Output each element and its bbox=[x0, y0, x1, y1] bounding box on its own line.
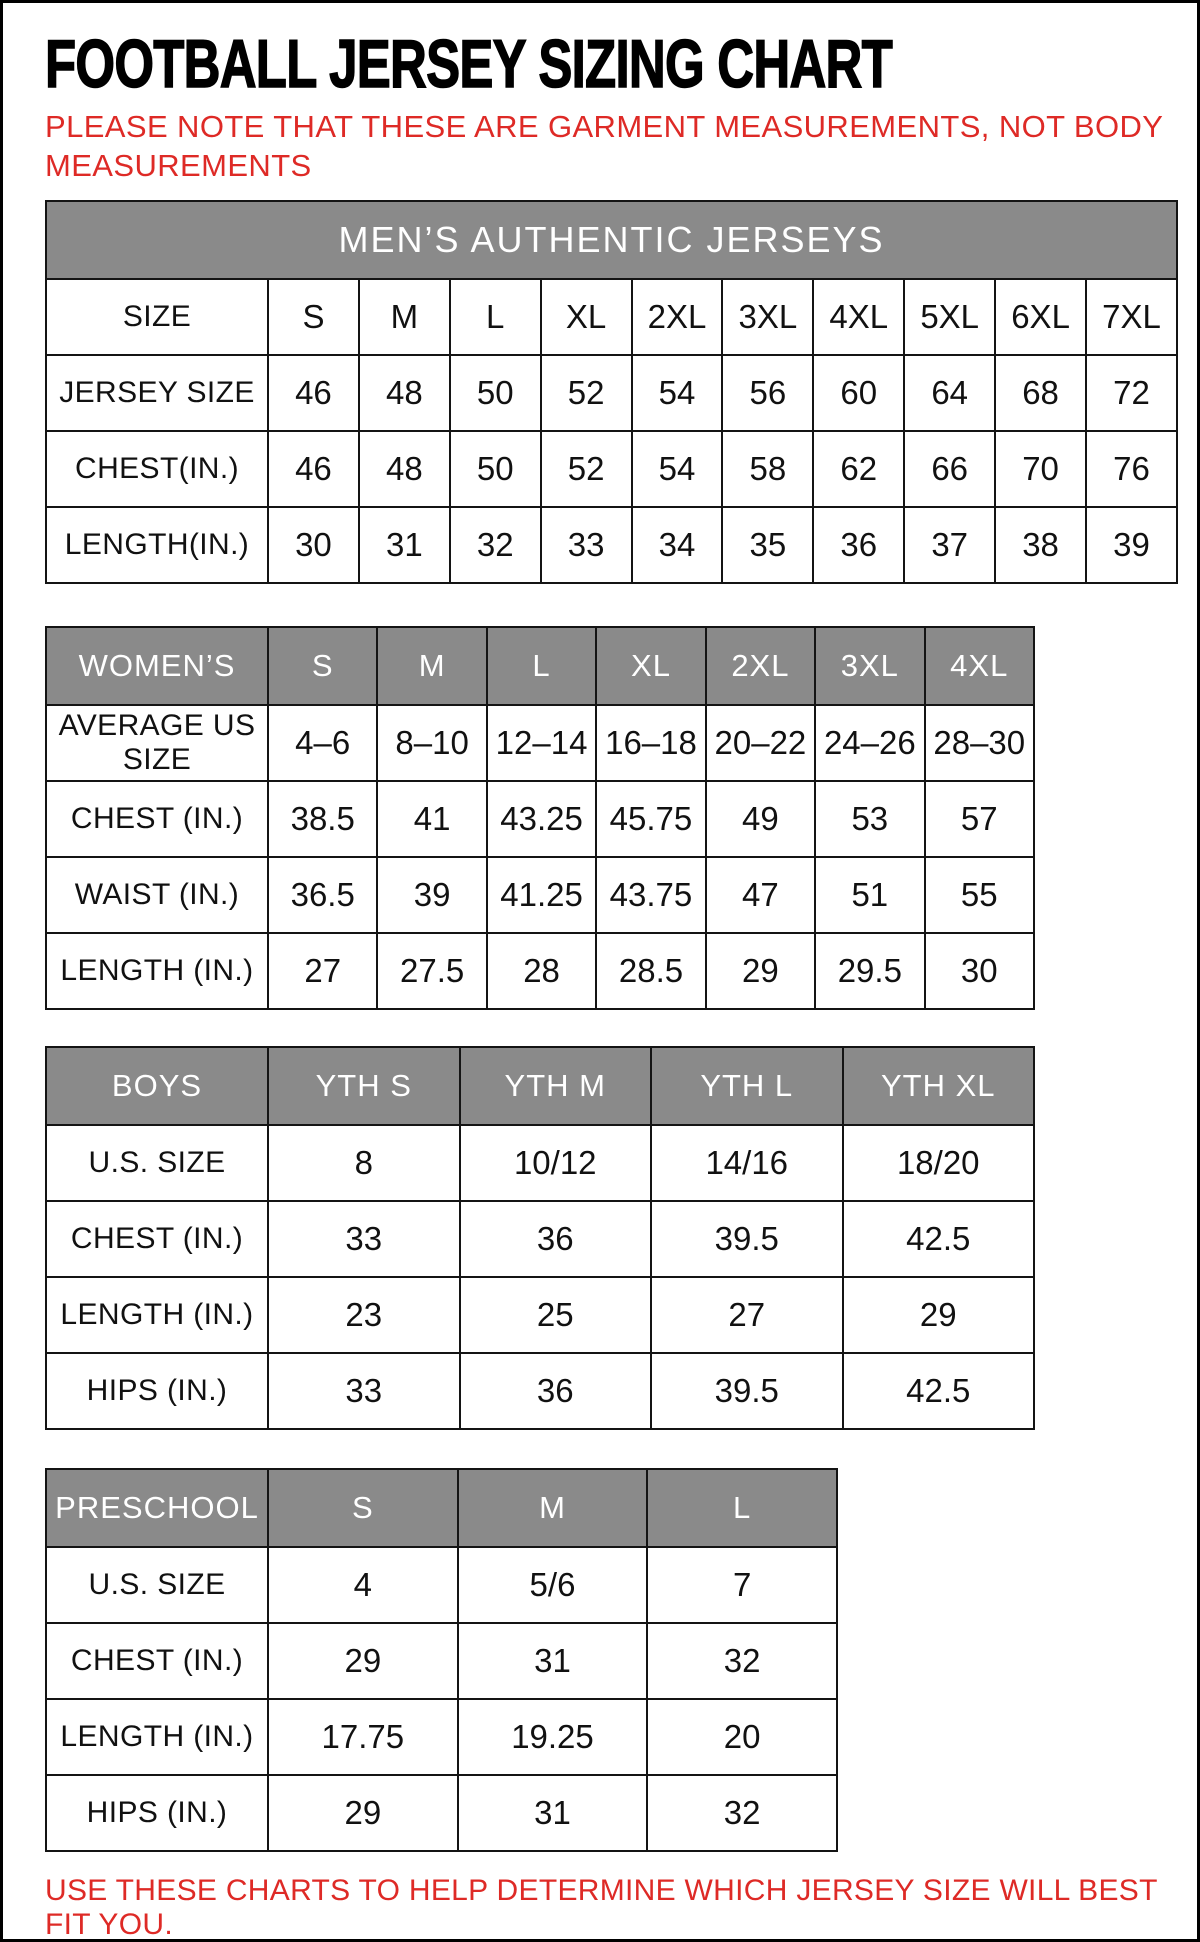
table-cell: 12–14 bbox=[487, 705, 596, 781]
table-cell: 29 bbox=[268, 1623, 458, 1699]
table-cell: 29.5 bbox=[815, 933, 924, 1009]
table-cell: 30 bbox=[925, 933, 1034, 1009]
row-label: LENGTH(IN.) bbox=[46, 507, 268, 583]
table-cell: 50 bbox=[450, 431, 541, 507]
table-cell: 39 bbox=[377, 857, 486, 933]
table-cell: 48 bbox=[359, 355, 450, 431]
row-label: WAIST (IN.) bbox=[46, 857, 268, 933]
table-row bbox=[46, 857, 1034, 933]
table-cell: M bbox=[359, 279, 450, 355]
table-cell: 28.5 bbox=[596, 933, 705, 1009]
table-row bbox=[46, 1353, 1034, 1429]
table-cell: 47 bbox=[706, 857, 815, 933]
table-row bbox=[46, 781, 1034, 857]
table-cell: 42.5 bbox=[843, 1353, 1035, 1429]
table-cell: 53 bbox=[815, 781, 924, 857]
row-label: CHEST (IN.) bbox=[46, 1623, 268, 1699]
row-label: U.S. SIZE bbox=[46, 1125, 268, 1201]
table-cell: 39 bbox=[1086, 507, 1177, 583]
table-header-row bbox=[46, 1047, 1034, 1125]
table-cell: 39.5 bbox=[651, 1353, 843, 1429]
row-label: LENGTH (IN.) bbox=[46, 1699, 268, 1775]
table-cell: 46 bbox=[268, 355, 359, 431]
table-cell: 38.5 bbox=[268, 781, 377, 857]
row-label: CHEST(IN.) bbox=[46, 431, 268, 507]
row-label: SIZE bbox=[46, 279, 268, 355]
column-header: L bbox=[487, 627, 596, 705]
table-cell: 70 bbox=[995, 431, 1086, 507]
table-cell: 16–18 bbox=[596, 705, 705, 781]
footer-note: USE THESE CHARTS TO HELP DETERMINE WHICH JERSEY SIZE WILL BEST FIT YOU. bbox=[45, 1873, 1158, 1941]
table-cell: 17.75 bbox=[268, 1699, 458, 1775]
table-cell: 39.5 bbox=[651, 1201, 843, 1277]
table-cell: 29 bbox=[706, 933, 815, 1009]
table-cell: 30 bbox=[268, 507, 359, 583]
preschool-table bbox=[45, 1468, 838, 1852]
table-cell: 20–22 bbox=[706, 705, 815, 781]
table-cell: 48 bbox=[359, 431, 450, 507]
column-header: YTH XL bbox=[843, 1047, 1035, 1125]
table-row bbox=[46, 431, 1177, 507]
column-header: S bbox=[268, 1469, 458, 1547]
table-row bbox=[46, 355, 1177, 431]
table-cell: 18/20 bbox=[843, 1125, 1035, 1201]
table-cell: 5XL bbox=[904, 279, 995, 355]
table-cell: 43.75 bbox=[596, 857, 705, 933]
table-cell: S bbox=[268, 279, 359, 355]
column-header: 3XL bbox=[815, 627, 924, 705]
womens-header-label: WOMEN’S bbox=[46, 627, 268, 705]
table-cell: 29 bbox=[843, 1277, 1035, 1353]
table-cell: 31 bbox=[359, 507, 450, 583]
table-cell: 7 bbox=[647, 1547, 837, 1623]
table-cell: 23 bbox=[268, 1277, 460, 1353]
table-cell: 8–10 bbox=[377, 705, 486, 781]
mens-authentic-jerseys-banner: MEN’S AUTHENTIC JERSEYS bbox=[46, 201, 1177, 279]
column-header: YTH S bbox=[268, 1047, 460, 1125]
row-label: U.S. SIZE bbox=[46, 1547, 268, 1623]
mens-sizing-table bbox=[45, 200, 1178, 584]
row-label: HIPS (IN.) bbox=[46, 1353, 268, 1429]
table-cell: 56 bbox=[722, 355, 813, 431]
table-cell: 52 bbox=[541, 355, 632, 431]
boys-sizing-table bbox=[45, 1046, 1035, 1430]
table-cell: 33 bbox=[541, 507, 632, 583]
table-cell: 55 bbox=[925, 857, 1034, 933]
table-row bbox=[46, 1699, 837, 1775]
row-label: CHEST (IN.) bbox=[46, 1201, 268, 1277]
table-cell: 50 bbox=[450, 355, 541, 431]
row-label: LENGTH (IN.) bbox=[46, 933, 268, 1009]
table-cell: L bbox=[450, 279, 541, 355]
table-cell: 46 bbox=[268, 431, 359, 507]
column-header: M bbox=[377, 627, 486, 705]
table-cell: 54 bbox=[632, 431, 723, 507]
table-row bbox=[46, 507, 1177, 583]
table-row bbox=[46, 1201, 1034, 1277]
table-cell: 33 bbox=[268, 1353, 460, 1429]
table-cell: 60 bbox=[813, 355, 904, 431]
table-cell: 43.25 bbox=[487, 781, 596, 857]
table-cell: 36 bbox=[460, 1353, 652, 1429]
table-cell: 64 bbox=[904, 355, 995, 431]
table-cell: 24–26 bbox=[815, 705, 924, 781]
table-cell: 10/12 bbox=[460, 1125, 652, 1201]
column-header: S bbox=[268, 627, 377, 705]
preschool-header-label: PRESCHOOL bbox=[46, 1469, 268, 1547]
table-cell: 36 bbox=[813, 507, 904, 583]
table-cell: 38 bbox=[995, 507, 1086, 583]
table-row bbox=[46, 1623, 837, 1699]
page-title: FOOTBALL JERSEY SIZING CHART bbox=[45, 26, 893, 102]
table-cell: 72 bbox=[1086, 355, 1177, 431]
row-label: AVERAGE US SIZE bbox=[46, 705, 268, 781]
table-cell: 36 bbox=[460, 1201, 652, 1277]
table-cell: 37 bbox=[904, 507, 995, 583]
table-cell: 4–6 bbox=[268, 705, 377, 781]
table-cell: 25 bbox=[460, 1277, 652, 1353]
table-cell: 32 bbox=[647, 1775, 837, 1851]
row-label: HIPS (IN.) bbox=[46, 1775, 268, 1851]
table-cell: 62 bbox=[813, 431, 904, 507]
table-cell: 29 bbox=[268, 1775, 458, 1851]
table-cell: 27 bbox=[268, 933, 377, 1009]
table-banner-row bbox=[46, 201, 1177, 279]
table-row bbox=[46, 705, 1034, 781]
table-cell: 8 bbox=[268, 1125, 460, 1201]
table-cell: 31 bbox=[458, 1623, 648, 1699]
table-row bbox=[46, 279, 1177, 355]
table-cell: 14/16 bbox=[651, 1125, 843, 1201]
table-cell: 35 bbox=[722, 507, 813, 583]
table-cell: 28 bbox=[487, 933, 596, 1009]
table-cell: 4 bbox=[268, 1547, 458, 1623]
table-row bbox=[46, 1277, 1034, 1353]
table-cell: 66 bbox=[904, 431, 995, 507]
row-label: JERSEY SIZE bbox=[46, 355, 268, 431]
womens-table bbox=[45, 626, 1035, 1010]
table-cell: 19.25 bbox=[458, 1699, 648, 1775]
table-cell: 34 bbox=[632, 507, 723, 583]
table-cell: 5/6 bbox=[458, 1547, 648, 1623]
table-cell: 68 bbox=[995, 355, 1086, 431]
table-row bbox=[46, 1547, 837, 1623]
table-cell: 6XL bbox=[995, 279, 1086, 355]
table-cell: 27.5 bbox=[377, 933, 486, 1009]
table-cell: 41 bbox=[377, 781, 486, 857]
table-cell: 33 bbox=[268, 1201, 460, 1277]
column-header: 2XL bbox=[706, 627, 815, 705]
table-cell: 45.75 bbox=[596, 781, 705, 857]
column-header: 4XL bbox=[925, 627, 1034, 705]
table-cell: 51 bbox=[815, 857, 924, 933]
table-cell: 20 bbox=[647, 1699, 837, 1775]
table-cell: 42.5 bbox=[843, 1201, 1035, 1277]
table-cell: 32 bbox=[450, 507, 541, 583]
mens-authentic-jerseys-table bbox=[45, 200, 1178, 584]
table-cell: 31 bbox=[458, 1775, 648, 1851]
womens-sizing-table bbox=[45, 626, 1035, 1010]
table-cell: 36.5 bbox=[268, 857, 377, 933]
table-header-row bbox=[46, 1469, 837, 1547]
table-cell: 52 bbox=[541, 431, 632, 507]
column-header: YTH M bbox=[460, 1047, 652, 1125]
column-header: XL bbox=[596, 627, 705, 705]
table-cell: 7XL bbox=[1086, 279, 1177, 355]
row-label: CHEST (IN.) bbox=[46, 781, 268, 857]
boys-table bbox=[45, 1046, 1035, 1430]
table-cell: 49 bbox=[706, 781, 815, 857]
table-cell: 3XL bbox=[722, 279, 813, 355]
table-cell: XL bbox=[541, 279, 632, 355]
table-cell: 4XL bbox=[813, 279, 904, 355]
garment-measurements-note: PLEASE NOTE THAT THESE ARE GARMENT MEASUREMENTS, NOT BODY MEASUREMENTS bbox=[45, 109, 1163, 184]
table-cell: 2XL bbox=[632, 279, 723, 355]
table-cell: 28–30 bbox=[925, 705, 1034, 781]
table-row bbox=[46, 1775, 837, 1851]
table-cell: 54 bbox=[632, 355, 723, 431]
column-header: M bbox=[458, 1469, 648, 1547]
table-cell: 57 bbox=[925, 781, 1034, 857]
row-label: LENGTH (IN.) bbox=[46, 1277, 268, 1353]
table-cell: 58 bbox=[722, 431, 813, 507]
table-cell: 32 bbox=[647, 1623, 837, 1699]
table-header-row bbox=[46, 627, 1034, 705]
table-row bbox=[46, 933, 1034, 1009]
table-cell: 41.25 bbox=[487, 857, 596, 933]
boys-header-label: BOYS bbox=[46, 1047, 268, 1125]
table-cell: 76 bbox=[1086, 431, 1177, 507]
table-row bbox=[46, 1125, 1034, 1201]
table-cell: 27 bbox=[651, 1277, 843, 1353]
column-header: L bbox=[647, 1469, 837, 1547]
preschool-sizing-table bbox=[45, 1468, 838, 1852]
column-header: YTH L bbox=[651, 1047, 843, 1125]
